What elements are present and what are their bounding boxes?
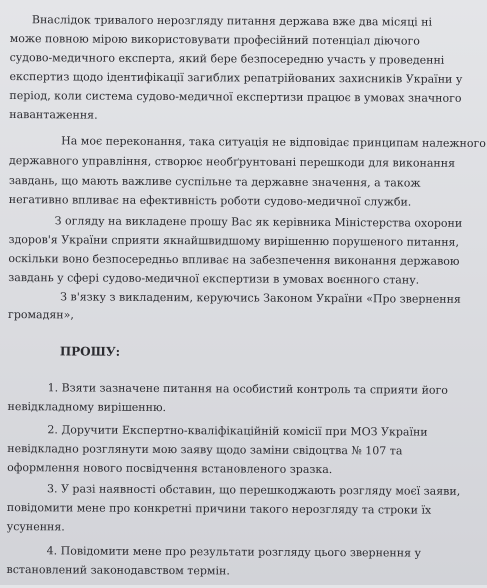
- paragraph-2-line-1: На моє переконання, така ситуація не відповідає принципам належного: [61, 134, 486, 150]
- paragraph-2-line-3: завдань, що мають важливе суспільне та державне значення, а також: [8, 174, 421, 190]
- request-2-line-2: невідкладно розглянути мою заяву щодо заміни свідоцтва № 107 та: [7, 442, 403, 458]
- paragraph-3-line-2: здоров'я України сприяти якнайшвидшому вирішенню порушеного питання,: [8, 233, 460, 249]
- request-2-line-3: оформлення нового посвідчення встановленого зразка.: [7, 461, 333, 477]
- paragraph-1-line-5: період, коли система судово-медичної експертизи працює в умовах значного: [9, 89, 462, 105]
- request-1-line-1: 1. Взяти зазначене питання на особистий контроль та сприяти його: [47, 381, 448, 397]
- paragraph-4-line-2: громадян»,: [8, 308, 74, 322]
- paragraph-1-line-2: може повною мірою використовувати професійний потенціал діючого: [9, 32, 420, 48]
- paragraph-1-line-3: судово-медичного експерта, який бере безпосередню участь у проведенні: [9, 51, 445, 67]
- paragraph-1-line-6: навантаження.: [9, 108, 98, 122]
- paragraph-3-line-3: оскільки воно безпосередньо впливає на забезпечення виконання державою: [8, 252, 460, 268]
- request-3-line-1: 3. У разі наявності обставин, що перешкоджають розгляду моєї заяви,: [46, 482, 461, 498]
- request-3-line-3: усунення.: [6, 520, 65, 534]
- paragraph-2-line-4: негативно впливає на ефективність роботи судово-медичної служби.: [8, 193, 412, 209]
- request-2-line-1: 2. Доручити Експертно-кваліфікаційній комісії при МОЗ України: [47, 423, 428, 439]
- paragraph-2-line-2: державного управління, створює необґрунтовані перешкоди для виконання: [8, 154, 456, 170]
- request-heading: ПРОШУ:: [59, 344, 121, 359]
- request-4-line-2: встановлений законодавством термін.: [6, 563, 230, 578]
- paragraph-3-line-4: завдань у сфері судово-медичної експертизи в умовах воєнного стану.: [8, 271, 420, 287]
- paragraph-1-line-4: експертиз щодо ідентифікації загиблих репатрійованих захисників України у: [9, 70, 463, 86]
- request-1-line-2: невідкладному вирішенню.: [7, 400, 167, 415]
- paragraph-3-line-1: З огляду на викладене прошу Вас як керівника Міністерства охорони: [54, 214, 463, 230]
- paragraph-1-line-1: Внаслідок тривалого нерозгляду питання держава вже два місяці ні: [31, 13, 433, 29]
- request-4-line-1: 4. Повідомити мене про результати розгляду цього звернення у: [46, 544, 422, 560]
- request-3-line-2: повідомити мене про конкретні причини такого нерозгляду та строки їх: [6, 501, 432, 517]
- paragraph-4-line-1: З в'язку з викладеним, керуючись Законом України «Про звернення: [60, 290, 461, 306]
